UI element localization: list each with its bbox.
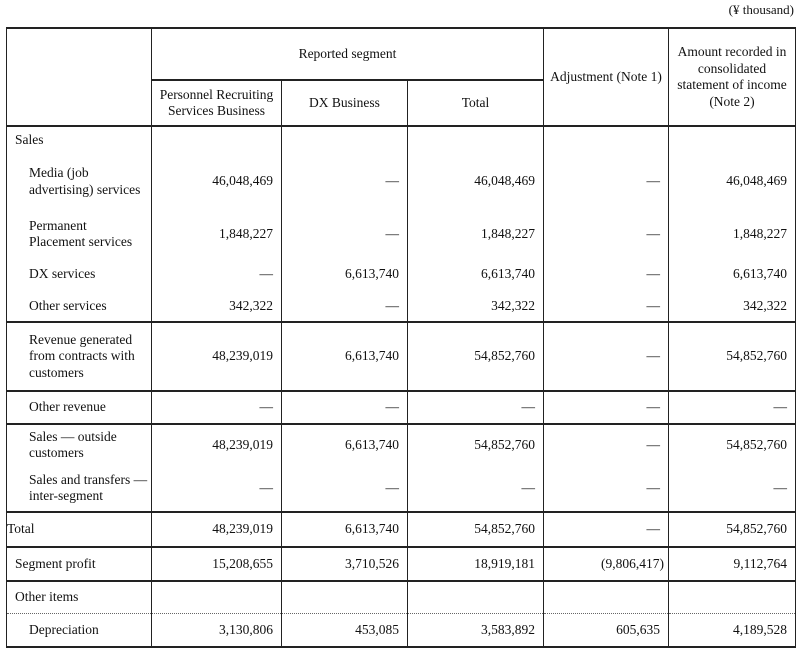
value-cell: — (282, 465, 408, 512)
header-personnel: Personnel Recruiting Services Business (152, 80, 282, 126)
table-row (7, 291, 796, 322)
value-cell: — (282, 210, 408, 258)
value-cell: — (152, 391, 282, 424)
value-cell: 46,048,469 (669, 153, 796, 210)
value-cell: 18,919,181 (408, 547, 544, 581)
label-cell: Media (job advertising) services (7, 153, 152, 210)
value-cell: — (669, 465, 796, 512)
header-adjustment: Adjustment (Note 1) (544, 28, 669, 126)
value-cell: 54,852,760 (669, 424, 796, 465)
value-cell: — (152, 258, 282, 291)
value-cell: — (282, 153, 408, 210)
table-row (7, 547, 796, 581)
value-cell: 342,322 (152, 291, 282, 322)
table-row (7, 322, 796, 391)
value-cell: — (544, 291, 669, 322)
table-row (7, 424, 796, 465)
label-cell (544, 581, 669, 613)
value-cell: 3,583,892 (408, 613, 544, 647)
value-cell: 342,322 (669, 291, 796, 322)
value-cell: 4,189,528 (669, 613, 796, 647)
label-cell: Depreciation (7, 613, 152, 647)
value-cell: — (544, 153, 669, 210)
value-cell: — (544, 465, 669, 512)
value-cell: — (544, 210, 669, 258)
unit-label: (¥ thousand) (728, 2, 794, 17)
value-cell: (9,806,417) (544, 547, 669, 581)
value-cell: — (669, 391, 796, 424)
sales-label: Sales (7, 126, 152, 153)
label-cell: Other items (7, 581, 152, 613)
label-cell: Segment profit (7, 547, 152, 581)
table-row (7, 210, 796, 258)
header-dx: DX Business (282, 80, 408, 126)
header-reported-segment: Reported segment (152, 28, 544, 80)
label-cell (669, 126, 796, 153)
label-cell (408, 126, 544, 153)
value-cell: 453,085 (282, 613, 408, 647)
header-blank (7, 28, 152, 126)
value-cell: — (544, 424, 669, 465)
segment-table (6, 27, 796, 648)
table-row (7, 391, 796, 424)
value-cell: 54,852,760 (408, 424, 544, 465)
value-cell: 6,613,740 (669, 258, 796, 291)
value-cell: — (544, 322, 669, 391)
value-cell: 48,239,019 (152, 322, 282, 391)
label-cell: Sales — outside customers (7, 424, 152, 465)
label-cell: DX services (7, 258, 152, 291)
table-row (7, 581, 796, 613)
value-cell: 54,852,760 (669, 512, 796, 547)
value-cell: — (152, 465, 282, 512)
label-cell: Permanent Placement services (7, 210, 152, 258)
value-cell: 48,239,019 (152, 424, 282, 465)
label-cell: Sales and transfers — inter-segment (7, 465, 152, 512)
label-cell: Revenue generated from contracts with customers (7, 322, 152, 391)
value-cell: — (544, 391, 669, 424)
value-cell: — (408, 465, 544, 512)
table-row (7, 153, 796, 210)
value-cell: 3,130,806 (152, 613, 282, 647)
value-cell: — (544, 258, 669, 291)
table-row (7, 465, 796, 512)
value-cell: — (544, 512, 669, 547)
label-cell: Total (7, 512, 152, 547)
value-cell: 9,112,764 (669, 547, 796, 581)
value-cell: — (408, 391, 544, 424)
label-cell (669, 581, 796, 613)
table-row (7, 512, 796, 547)
value-cell: 48,239,019 (152, 512, 282, 547)
label-cell (282, 126, 408, 153)
value-cell: — (282, 291, 408, 322)
value-cell: 1,848,227 (152, 210, 282, 258)
value-cell: 54,852,760 (669, 322, 796, 391)
value-cell: 6,613,740 (282, 258, 408, 291)
value-cell: 605,635 (544, 613, 669, 647)
value-cell: 46,048,469 (152, 153, 282, 210)
value-cell: 1,848,227 (408, 210, 544, 258)
value-cell: 6,613,740 (282, 512, 408, 547)
label-cell (152, 581, 282, 613)
value-cell: 46,048,469 (408, 153, 544, 210)
label-cell (282, 581, 408, 613)
value-cell: 15,208,655 (152, 547, 282, 581)
table-row (7, 258, 796, 291)
value-cell: 6,613,740 (408, 258, 544, 291)
label-cell (408, 581, 544, 613)
value-cell: 54,852,760 (408, 512, 544, 547)
value-cell: — (282, 391, 408, 424)
value-cell: 1,848,227 (669, 210, 796, 258)
value-cell: 6,613,740 (282, 424, 408, 465)
label-cell: Other services (7, 291, 152, 322)
header-total: Total (408, 80, 544, 126)
table-row (7, 613, 796, 647)
label-cell (152, 126, 282, 153)
label-cell (544, 126, 669, 153)
label-cell: Other revenue (7, 391, 152, 424)
value-cell: 54,852,760 (408, 322, 544, 391)
value-cell: 3,710,526 (282, 547, 408, 581)
value-cell: 342,322 (408, 291, 544, 322)
header-amount: Amount recorded in consolidated statement of income (Note 2) (669, 28, 796, 126)
value-cell: 6,613,740 (282, 322, 408, 391)
